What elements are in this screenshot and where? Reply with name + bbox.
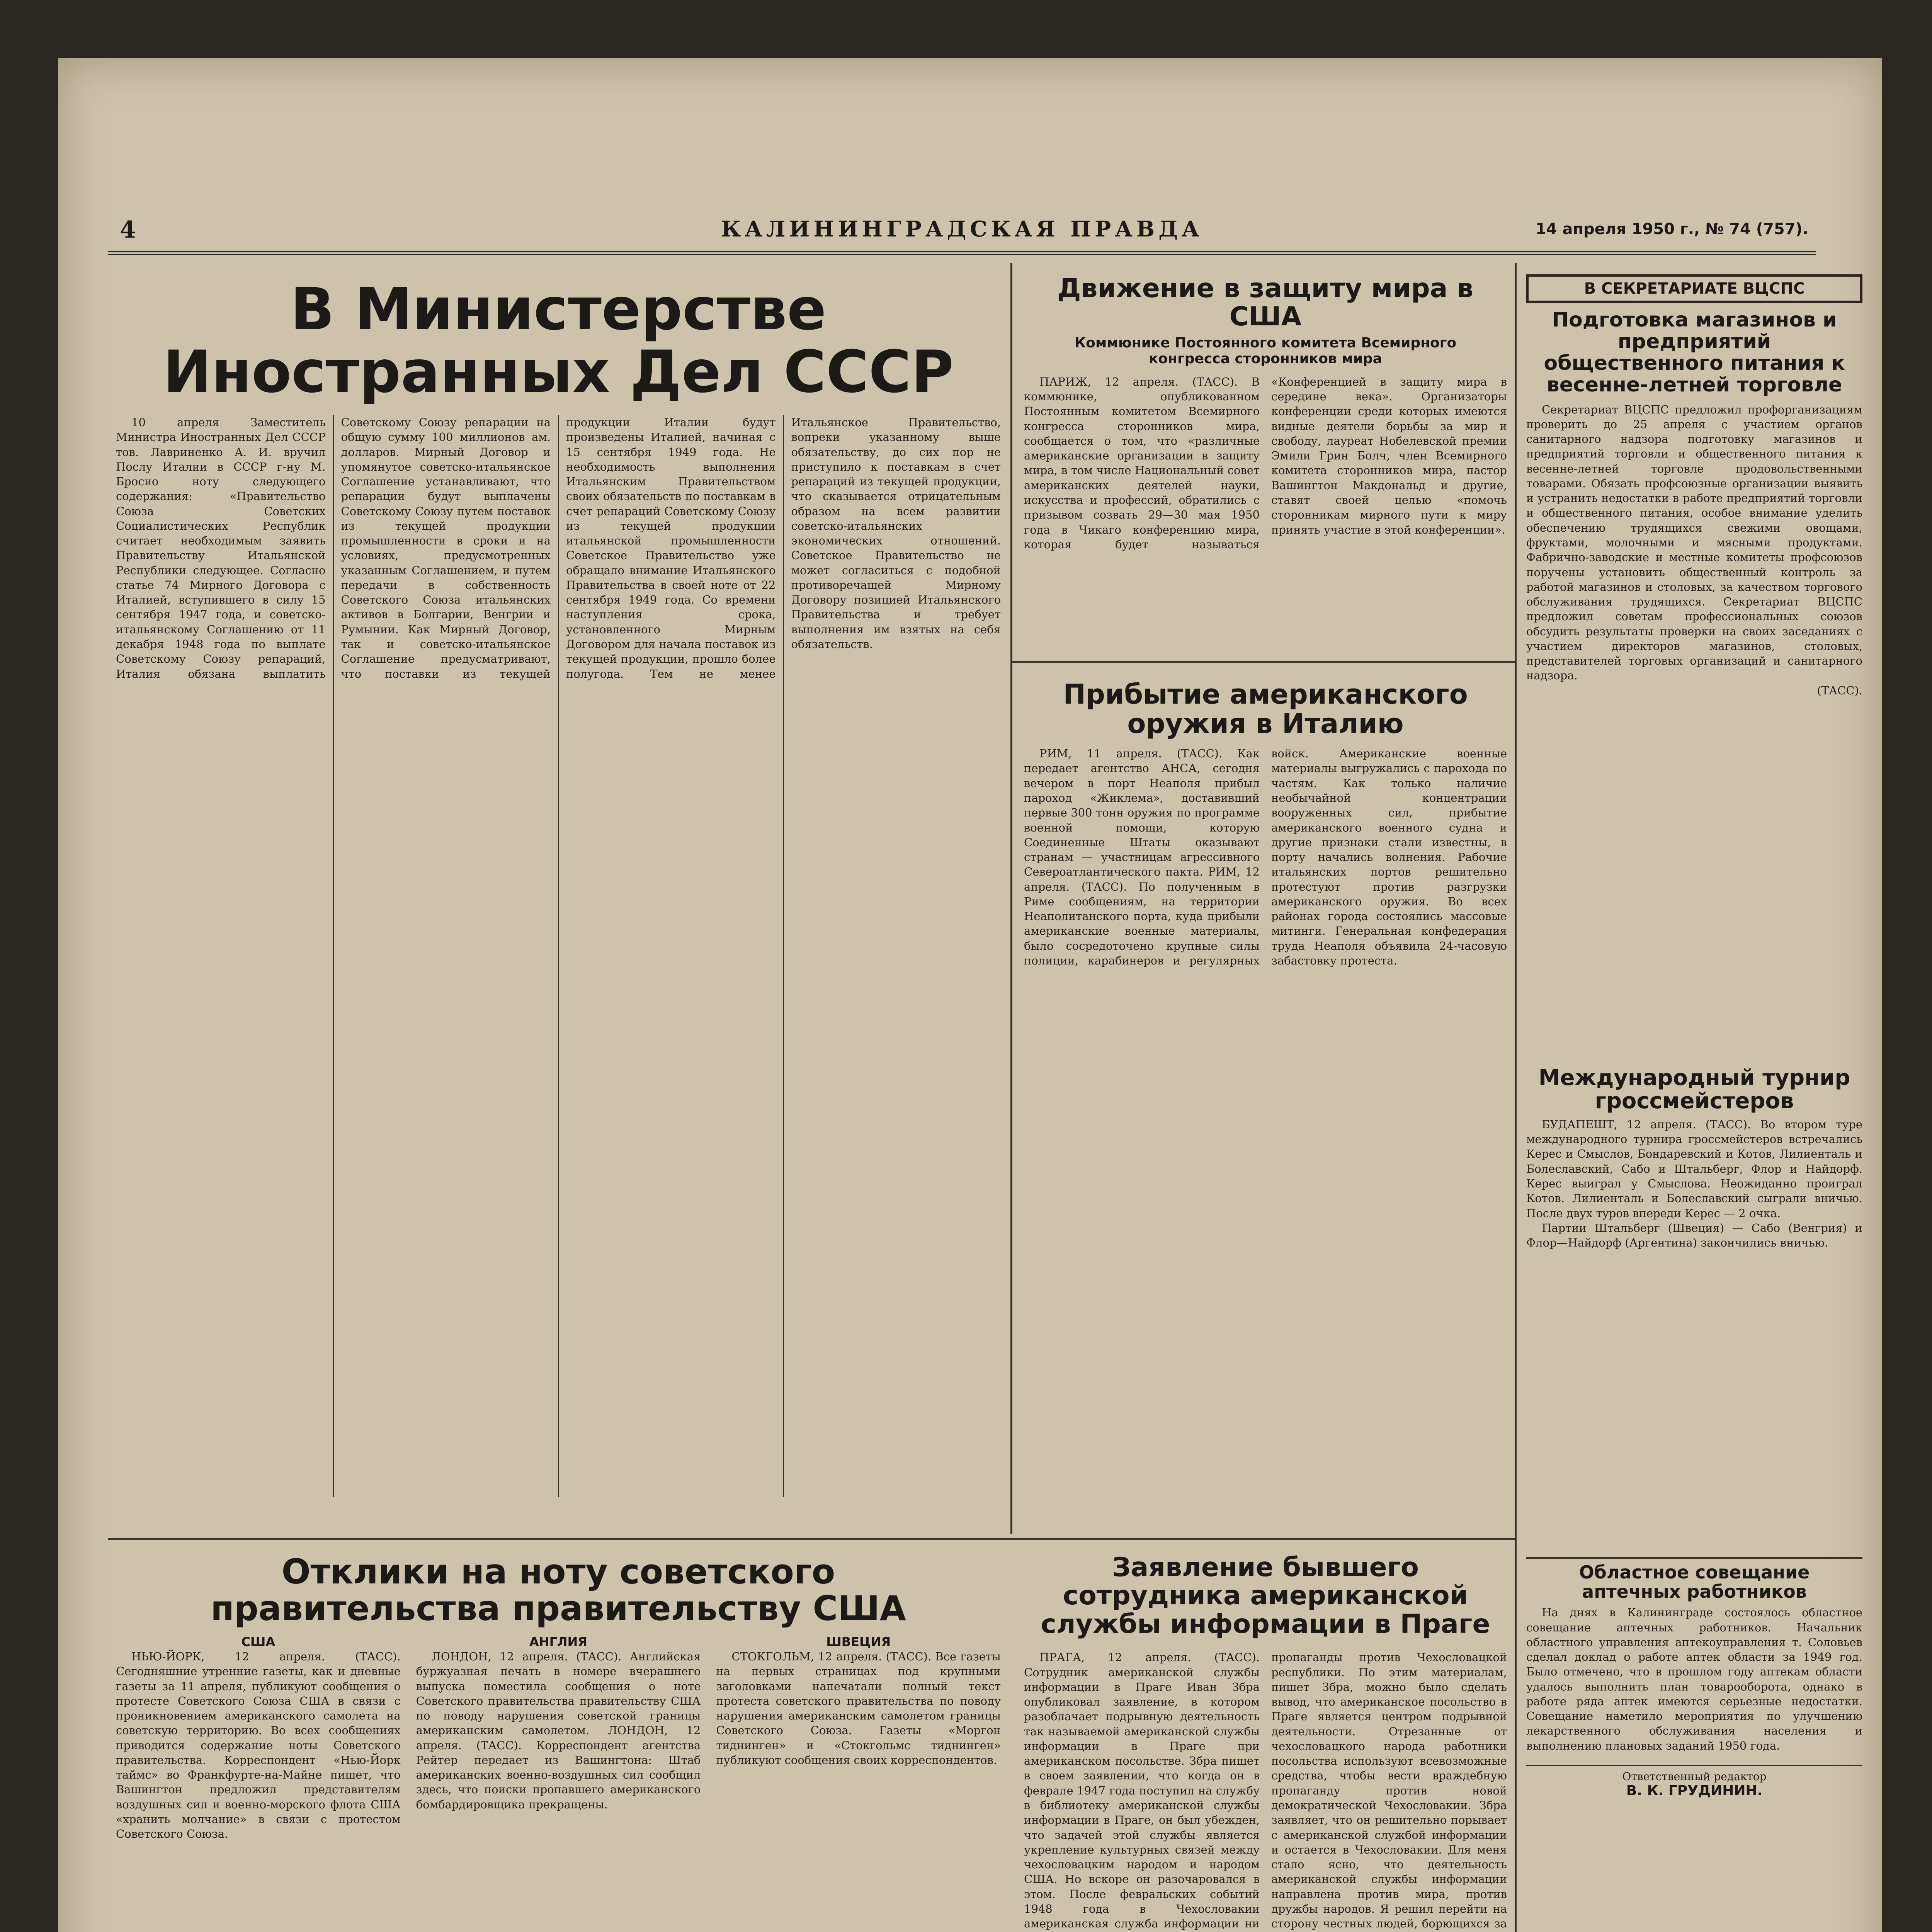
chess-article bbox=[1526, 1063, 1862, 1546]
usa-note-headline: Отклики на ноту советского правительства правительству США bbox=[211, 1552, 906, 1629]
editor-name: В. К. ГРУДИНИН. bbox=[1626, 1783, 1763, 1799]
arms-columns bbox=[1024, 746, 1507, 968]
masthead bbox=[108, 205, 1816, 255]
newspaper-page bbox=[58, 58, 1882, 1932]
arms-headline: Прибытие американского оружия в Италию bbox=[1063, 679, 1468, 740]
prague-article bbox=[1024, 1549, 1507, 1932]
prague-columns bbox=[1024, 1650, 1507, 1932]
sweden-label: ШВЕЦИЯ bbox=[826, 1634, 891, 1650]
section-rule bbox=[1012, 661, 1515, 663]
sweden-section bbox=[716, 1634, 1001, 1841]
paper-name: КАЛИНИНГРАДСКАЯ ПРАВДА bbox=[721, 216, 1203, 242]
peace-subhead: Коммюнике Постоянного комитета Всемирного конгресса сторонников мира bbox=[1074, 335, 1457, 367]
editor-label: Ответственный редактор bbox=[1622, 1770, 1767, 1783]
issue-date: 14 апреля 1950 г., № 74 (757). bbox=[1535, 220, 1808, 238]
vcsps-text: Секретариат ВЦСПС предложил профорганизациям проверить до 25 апреля с участием органов санитарного надзора подготовку магазинов и предприятий торговли и общественного питания к весенне-летней торговле продовольственными товарами. Обязать профсоюзные организации выявить и устранить недостатки в работе предприятий торговли и общественного питания, особое внимание уделить обеспечению трудящихся свежими овощами, фруктами, молочными и мясными продуктами. Фабрично-заводские и местные комитеты профсоюзов поручены установить общественный контроль за работой магазинов и столовых, за качеством торгового обслуживания трудящихся. Секретариат ВЦСПС предложил советам профессиональных союзов обсудить результаты проверки на своих заседаниях с участием директоров магазинов, столовых, представителей торговых организаций и санитарного надзора. bbox=[1526, 403, 1862, 682]
usa-section bbox=[116, 1634, 401, 1841]
vcsps-signature: (ТАСС). bbox=[1817, 684, 1862, 697]
england-text: ЛОНДОН, 12 апреля. (ТАСС). Английская буржуазная печать в номере вчерашнего выпуска поместила сообщения о ноте Советского правительства правительству США по поводу нарушения советской границы американским самолетом. ЛОНДОН, 12 апреля. (ТАСС). Корреспондент агентства Рейтер передает из Вашингтона: Штаб американских военно-воздушных сил сообщил здесь, что поиски пропавшего американского бомбардировщика прекращены. bbox=[416, 1650, 701, 1811]
usa-text: НЬЮ-ЙОРК, 12 апреля. (ТАСС). Сегодняшние утренние газеты, как и дневные газеты за 11 апреля, публикуют сообщения о протесте Советского Союза США в связи с проникновением американского самолета на советскую территорию. Во всех сообщениях приводится содержание ноты Советского правительства. Корреспондент «Нью-Йорк таймс» во Франкфурте-на-Майне пишет, что Вашингтон предложил представителям воздушных сил и военно-морского флота США «хранить молчание» в связи с протестом Советского Союза. bbox=[116, 1650, 401, 1841]
mfa-headline: В Министерстве Иностранных Дел СССР bbox=[163, 276, 954, 406]
arms-text: РИМ, 11 апреля. (ТАСС). Как передает агентство АНСА, сегодня вечером в порт Неаполя прибыл пароход «Жиклема», доставивший первые 300 тонн оружия по программе военной помощи, которую Соединенные Штаты оказывают странам — участницам агрессивного Североатлантического пакта. РИМ, 12 апреля. (ТАСС). По полученным в Риме сообщениям, на территории Неаполитанского порта, куда прибыли американские военные материалы, было сосредоточено крупные силы полиции, карабинеров и регулярных войск. Американские военные материалы выгружались с парохода по частям. Как только наличие необычайной концентрации вооруженных сил, прибытие американского военного судна и другие признаки стали известны, в порту начались волнения. Рабочие итальянских портов решительно протестуют против разгрузки американского оружия. Во всех районах города состоялись массовые митинги. Генеральная конфедерация труда Неаполя объявила 24-часовую забастовку протеста. bbox=[1024, 747, 1507, 967]
page-number: 4 bbox=[120, 216, 136, 243]
usa-note-columns bbox=[116, 1634, 1001, 1841]
england-label: АНГЛИЯ bbox=[529, 1634, 587, 1650]
chess-text: БУДАПЕШТ, 12 апреля. (ТАСС). Во втором туре международного турнира гроссмейстеров встречались Керес и Смыслов, Бондаревский и Котов, Лилиенталь и Болеславский, Сабо и Штальберг, Флор и Найдорф. Керес выиграл у Смыслова. Неожиданно проиграл Котов. Лилиенталь и Болеславский сыграли вничью. После двух туров впереди Керес — 2 очка. bbox=[1526, 1117, 1862, 1220]
vcsps-headline: Подготовка магазинов и предприятий общественного питания к весенне-летней торговле bbox=[1544, 308, 1845, 397]
column-rule bbox=[1515, 263, 1517, 1932]
mfa-columns bbox=[116, 415, 1001, 1497]
england-section bbox=[416, 1634, 701, 1841]
vcsps-kicker: В СЕКРЕТАРИАТЕ ВЦСПС bbox=[1526, 274, 1862, 303]
mfa-text: 10 апреля Заместитель Министра Иностранных Дел СССР тов. Лавриненко А. И. вручил Послу Италии в СССР г-ну М. Бросио ноту следующего содержания: «Правительство Союза Советских Социалистических Республик считает необходимым заявить Правительству Итальянской Республики следующее. Согласно статье 74 Мирного Договора с Италией, вступившего в силу 15 сентября 1947 года, и советско-итальянскому Соглашению от 11 декабря 1948 года по выплате Советскому Союзу репараций, Италия обязана выплатить Советскому Союзу репарации на общую сумму 100 миллионов ам. долларов. Мирный Договор и упомянутое советско-итальянское Соглашение устанавливают, что репарации будут выплачены Советскому Союзу путем поставок из текущей продукции промышленности в сроки и на условиях, предусмотренных указанным Соглашением, и путем передачи в собственность Советского Союза итальянских активов в Болгарии, Венгрии и Румынии. Как Мирный Договор, так и советско-итальянское Соглашение предусматривают, что поставки из текущей продукции Италии будут произведены Италией, начиная с 15 сентября 1949 года. Не необходимость выполнения Итальянским Правительством своих обязательств по поставкам в счет репараций Советскому Союзу из текущей продукции итальянской промышленности Советское Правительство уже обращало внимание Итальянского Правительства в своей ноте от 22 сентября 1949 года. Со времени наступления срока, установленного Мирным Договором для начала поставок из текущей продукции, прошло более полугода. Тем не менее Итальянское Правительство, вопреки указанному выше обязательству, до сих пор не приступило к поставкам в счет репараций из текущей продукции, что сказывается отрицательным образом на всем развитии советско-итальянских экономических отношений. Советское Правительство не может согласиться с подобной противоречащей Мирному Договору позицией Итальянского Правительства и требует выполнения им взятых на себя обязательств. bbox=[116, 416, 1001, 680]
editor-credit bbox=[1526, 1765, 1862, 1799]
vcsps-article bbox=[1526, 274, 1862, 1047]
arms-article bbox=[1024, 672, 1507, 1530]
prague-text: ПРАГА, 12 апреля. (ТАСС). Сотрудник американской службы информации в Праге Иван Збра опубликовал заявление, в котором разоблачает подрывную деятельность так называемой американской службы информации в Праге при американском посольстве. Збра пишет в своем заявлении, что когда он в феврале 1947 года поступил на службу в библиотеку американской службы информации в Праге, он был убежден, что задачей этой службы является укрепление культурных связей между чехословацким народом и народом США. Но вскоре он разочаровался в этом. После февральских событий 1948 года в Чехословакии американская служба информации ни пропаганды против Чехословацкой республики. По этим материалам, пишет Збра, можно было сделать вывод, что американское посольство в Праге является центром подрывной деятельности. Отрезанные от чехословацкого народа работники посольства используют всевозможные средства, чтобы вести враждебную пропаганду против новой демократической Чехословакии. Збра заявляет, что он решительно порывает с американской службой информации и остается в Чехословакии. Для меня стало ясно, что деятельность американской службы информации направлена против мира, против дружбы народов. Я решил перейти на сторону честных людей, борющихся за bbox=[1024, 1651, 1507, 1930]
peace-columns bbox=[1024, 374, 1507, 552]
prague-headline: Заявление бывшего сотрудника американской службы информации в Праге bbox=[1041, 1552, 1490, 1639]
pharmacy-article bbox=[1526, 1557, 1862, 1932]
chess-headline: Международный турнир гроссмейстеров bbox=[1538, 1065, 1850, 1114]
peace-article bbox=[1024, 274, 1507, 657]
sweden-text: СТОКГОЛЬМ, 12 апреля. (ТАСС). Все газеты на первых страницах под крупными заголовками напечатали полный текст протеста советского правительства по поводу нарушения американским самолетом границы Советского Союза. Газеты «Моргон тиднинген» и «Стокгольмс тиднинген» публикуют сообщения своих корреспондентов. bbox=[716, 1650, 1001, 1767]
mfa-article bbox=[116, 270, 1001, 1530]
column-rule bbox=[1010, 263, 1012, 1534]
pharmacy-text: На днях в Калининграде состоялось областное совещание аптечных работников. Начальник областного управления аптекоуправления т. Соловьев сделал доклад о работе аптек области за 1949 год. Было отмечено, что в прошлом году аптекам области удалось выполнить план товарооборота, однако в работе ряда аптек имеются серьезные недостатки. Совещание наметило мероприятия по улучшению лекарственного обслуживания населения и выполнению плановых заданий 1950 года. bbox=[1526, 1606, 1862, 1752]
section-rule bbox=[1012, 1538, 1515, 1540]
peace-headline: Движение в защиту мира в США bbox=[1057, 274, 1474, 332]
usa-note-article bbox=[116, 1549, 1001, 1932]
chess-results: Партии Штальберг (Швеция) — Сабо (Венгрия) и Флор—Найдорф (Аргентина) закончились вничью. bbox=[1526, 1221, 1862, 1250]
usa-label: США bbox=[241, 1634, 276, 1650]
pharmacy-headline: Областное совещание аптечных работников bbox=[1526, 1557, 1862, 1605]
peace-text: ПАРИЖ, 12 апреля. (ТАСС). В коммюнике, опубликованном Постоянным комитетом Всемирного конгресса сторонников мира, сообщается о том, что «различные американские организации в защиту мира, в том числе Национальный совет американских деятелей науки, искусства и профессий, обратились с призывом созвать 29—30 мая 1950 года в Чикаго конференцию мира, которая будет называться «Конференцией в защиту мира в середине века». Организаторы конференции среди которых имеются видные деятели борьбы за мир и свободу, лауреат Нобелевской премии Эмили Грин Болч, член Всемирного комитета сторонников мира, пастор Вашингтон Макдональд и другие, ставят своей целью «помочь сторонникам мирного пути к миру принять участие в этой конференции». bbox=[1024, 375, 1507, 551]
